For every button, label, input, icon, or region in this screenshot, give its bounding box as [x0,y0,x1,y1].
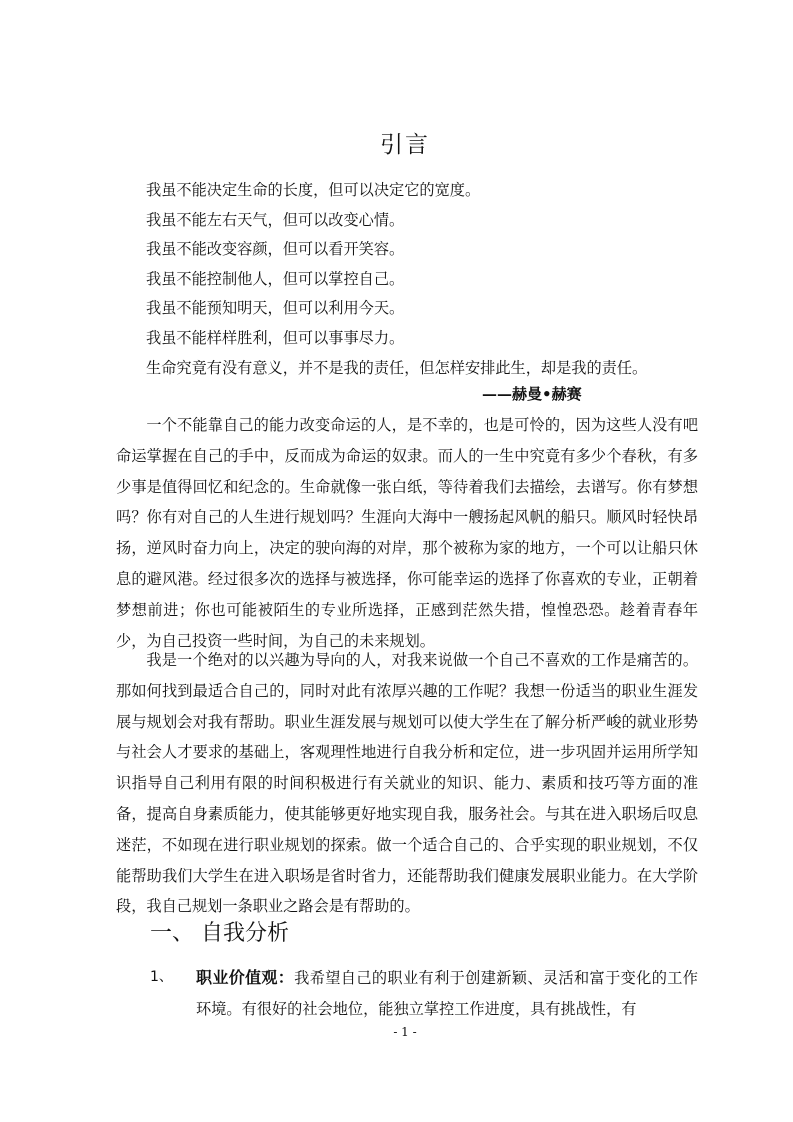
list-item-text: 我希望自己的职业有利于创建新颖、灵活和富于变化的工作环境。有很好的社会地位，能独立掌控工作进度，具有挑战性，有 [196,969,698,1018]
section-heading: 一、 自我分析 [150,921,289,946]
list-item-body [196,962,698,1025]
poem-line: 我虽不能决定生命的长度，但可以决定它的宽度。 [146,181,481,199]
page-number: - 1 - [393,1025,417,1039]
poem-line: 我虽不能改变容颜，但可以看开笑容。 [146,240,405,259]
poem-line: 生命究竟有没有意义，并不是我的责任，但怎样安排此生，却是我的责任。 [146,358,648,377]
page-title: 引言 [380,132,430,158]
list-item [150,962,698,1025]
list-item-number: 1、 [150,969,173,985]
poem-line: 我虽不能控制他人，但可以掌控自己。 [146,269,405,288]
poem-line: 我虽不能样样胜利，但可以事事尽力。 [146,328,405,347]
intro-paragraph: 我是一个绝对的以兴趣为导向的人，对我来说做一个自己不喜欢的工作是痛苦的。那如何找到最适合自己的，同时对此有浓厚兴趣的工作呢？我想一份适当的职业生涯发展与规划会对我有帮助。职业生涯发展与规划可以使大学生在了解分析严峻的就业形势与社会人才要求的基础上，客观理性地进行自我分析和定位，进一步巩固并运用所学知识指导自己利用有限的时间积极进行有关就业的知识、能力、素质和技巧等方面的准备，提高自身素质能力，使其能够更好地实现自我，服务社会。与其在进入职场后叹息迷茫，不如现在进行职业规划的探索。做一个适合自己的、合乎实现的职业规划，不仅能帮助我们大学生在进入职场是省时省力，还能帮助我们健康发展职业能力。在大学阶段，我自己规划一条职业之路会是有帮助的。 [116,651,698,916]
poem-line: 我虽不能左右天气，但可以改变心情。 [146,210,405,229]
list-item-label: 职业价值观： [196,968,295,987]
poem-line: 我虽不能预知明天，但可以利用今天。 [146,299,405,318]
intro-paragraph: 一个不能靠自己的能力改变命运的人，是不幸的，也是可怜的，因为这些人没有吧命运掌握在自己的手中，反而成为命运的奴隶。而人的一生中究竟有多少个春秋，有多少事是值得回忆和纪念的。生命就像一张白纸，等待着我们去描绘，去谱写。你有梦想吗？你有对自己的人生进行规划吗？生涯向大海中一艘扬起风帆的船只。顺风时轻快昂扬，逆风时奋力向上，决定的驶向海的对岸，那个被称为家的地方，一个可以让船只休息的避风港。经过很多次的选择与被选择，你可能幸运的选择了你喜欢的专业，正朝着梦想前进；你也可能被陌生的专业所选择，正感到茫然失措，惶惶恐恐。趁着青春年少，为自己投资一些时间，为自己的未来规划。 [116,416,698,650]
quote-poem [146,176,647,383]
quote-attribution: ——赫曼•赫赛 [482,385,582,403]
